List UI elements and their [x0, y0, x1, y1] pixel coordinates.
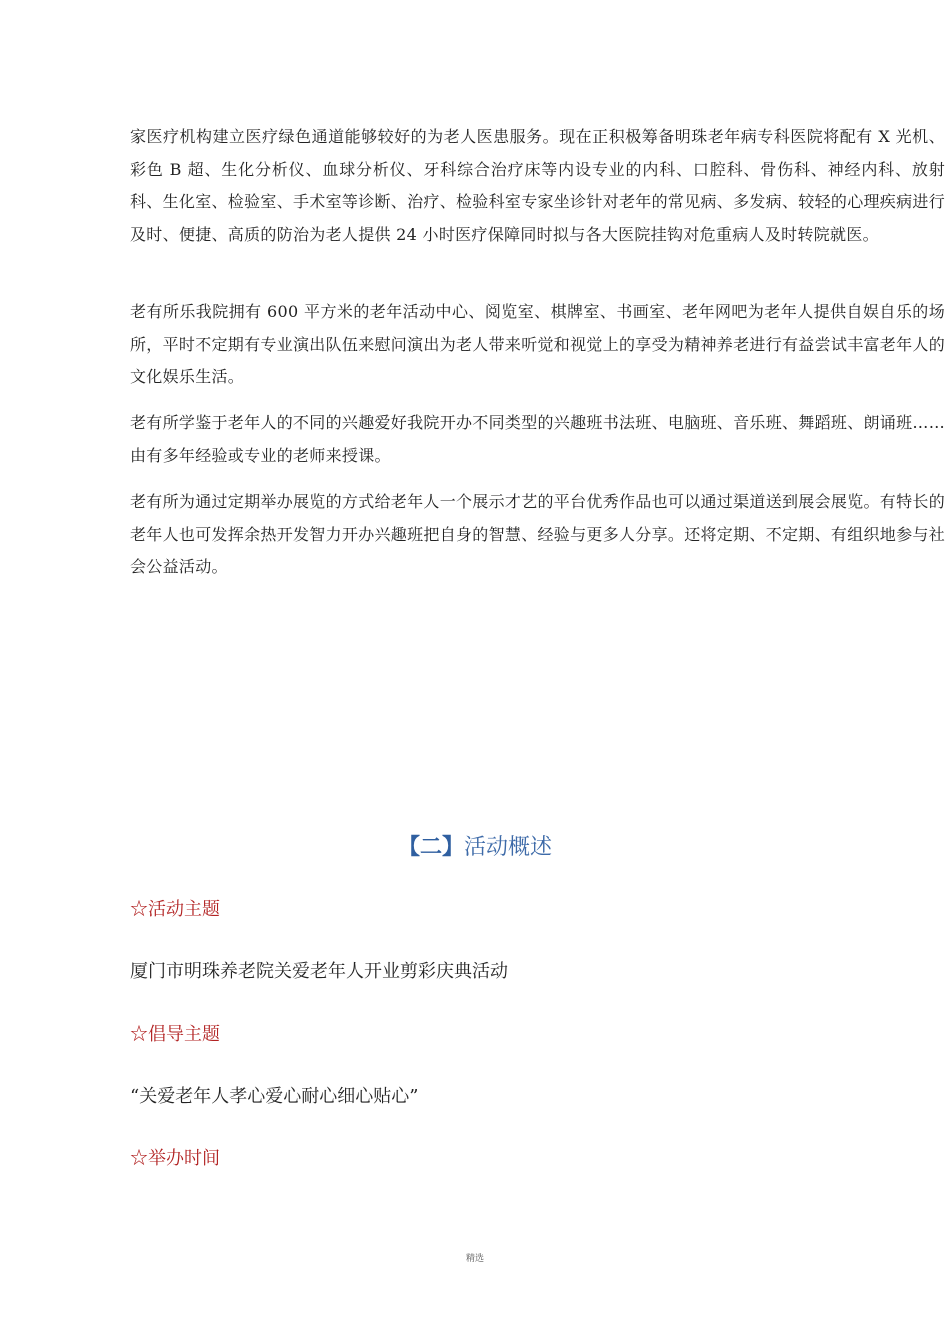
page-footer: 精选 [465, 1254, 484, 1264]
body-paragraph-learning: 老有所学鉴于老年人的不同的兴趣爱好我院开办不同类型的兴趣班书法班、电脑班、音乐班、舞蹈班、朗诵班……由有多年经验或专业的老师来授课。 [130, 413, 946, 465]
section-number: 【二】 [397, 834, 464, 860]
advocacy-theme-heading: ☆倡导主题 [130, 1024, 220, 1045]
section-title [0, 827, 950, 868]
body-paragraph-medical: 家医疗机构建立医疗绿色通道能够较好的为老人医患服务。现在正积极筹备明珠老年病专科医院将配有 X 光机、彩色 B 超、生化分析仪、血球分析仪、牙科综合治疗床等内设专业的内科、口腔科、骨伤科、神经内科、放射科、生化室、检验室、手术室等诊断、治疗、检验科室专家坐诊针对老年的常见病、多发病、较轻的心理疾病进行及时、便捷、高质的防治为老人提供 24 小时医疗保障同时拟与各大医院挂钩对危重病人及时转院就医。 [130, 127, 946, 244]
activity-theme-text: 厦门市明珠养老院关爱老年人开业剪彩庆典活动 [130, 961, 508, 982]
event-time-heading: ☆举办时间 [130, 1148, 220, 1169]
body-paragraph-entertainment: 老有所乐我院拥有 600 平方米的老年活动中心、阅览室、棋牌室、书画室、老年网吧为老年人提供自娱自乐的场所，平时不定期有专业演出队伍来慰问演出为老人带来听觉和视觉上的享受为精神养老进行有益尝试丰富老年人的文化娱乐生活。 [130, 302, 946, 386]
advocacy-theme-text: “关爱老年人孝心爱心耐心细心贴心” [130, 1086, 419, 1107]
section-title-text: 活动概述 [464, 835, 553, 860]
activity-theme-heading: ☆活动主题 [130, 899, 220, 920]
body-paragraph-contribution: 老有所为通过定期举办展览的方式给老年人一个展示才艺的平台优秀作品也可以通过渠道送到展会展览。有特长的老年人也可发挥余热开发智力开办兴趣班把自身的智慧、经验与更多人分享。还将定期、不定期、有组织地参与社会公益活动。 [130, 492, 946, 576]
